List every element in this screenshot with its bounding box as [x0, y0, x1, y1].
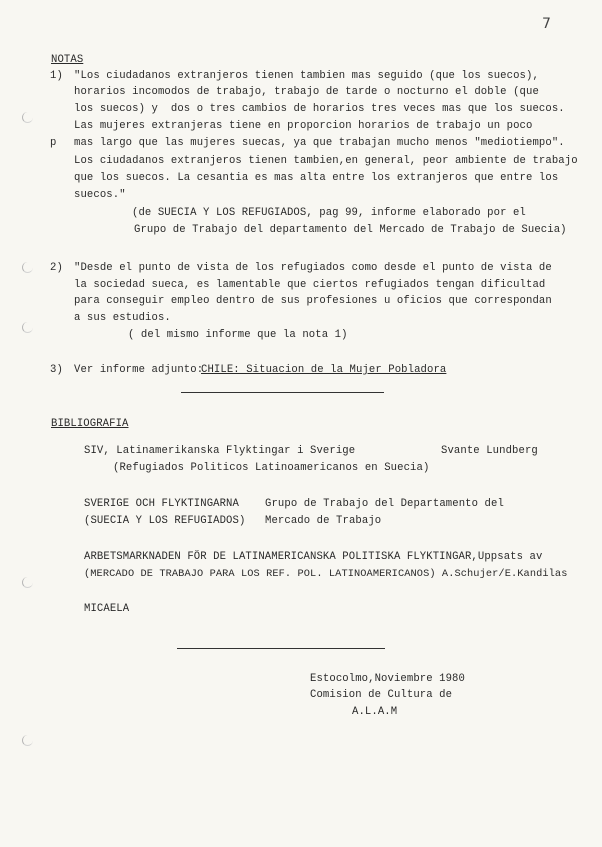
note-2-number: 2)	[50, 262, 63, 274]
note-3-prefix: Ver informe adjunto:	[74, 364, 210, 376]
organization: Comision de Cultura de	[310, 689, 453, 701]
bib-entry-1-author: Svante Lundberg	[441, 445, 538, 457]
place-date: Estocolmo,Noviembre 1980	[310, 673, 465, 685]
bibliography-heading: BIBLIOGRAFIA	[51, 418, 129, 430]
note-1-line: "Los ciudadanos extranjeros tienen tambien mas seguido (que los suecos),	[74, 70, 539, 82]
note-2-source: ( del mismo informe que la nota 1)	[128, 329, 348, 341]
note-1-line: Los ciudadanos extranjeros tienen tambien,en general, peor ambiente de trabajo	[74, 155, 578, 167]
punch-hole	[22, 735, 33, 746]
bib-entry-1-subtitle: (Refugiados Politicos Latinoamericanos en Suecia)	[113, 462, 430, 474]
note-3-number: 3)	[50, 364, 63, 376]
divider-line	[177, 648, 385, 649]
note-1-source: (de SUECIA Y LOS REFUGIADOS, pag 99, informe elaborado por el	[132, 207, 526, 219]
divider-line	[181, 392, 384, 393]
note-1-source: Grupo de Trabajo del departamento del Mercado de Trabajo de Suecia)	[134, 224, 567, 236]
bib-entry-1-title: SIV, Latinamerikanska Flyktingar i Sverige	[84, 445, 356, 457]
note-1-number: 1)	[50, 70, 63, 82]
note-3-link[interactable]: CHILE: Situacion de la Mujer Pobladora	[201, 364, 447, 376]
punch-hole	[22, 262, 33, 273]
note-2-line: "Desde el punto de vista de los refugiados como desde el punto de vista de	[74, 262, 552, 274]
bib-entry-3-line: ARBETSMARKNADEN FÖR DE LATINAMERICANSKA POLITISKA FLYKTINGAR,Uppsats av	[84, 551, 543, 563]
bib-entry-3-line: (MERCADO DE TRABAJO PARA LOS REF. POL. LATINOAMERICANOS) A.Schujer/E.Kandilas	[84, 568, 568, 580]
bib-entry-4: MICAELA	[84, 603, 130, 615]
note-1-line: Las mujeres extranjeras tiene en proporcion horarios de trabajo un poco	[74, 120, 533, 132]
bib-entry-2-author2: Mercado de Trabajo	[265, 515, 382, 527]
note-2-line: para conseguir empleo dentro de sus profesiones u oficios que correspondan	[74, 295, 552, 307]
punch-hole	[22, 577, 33, 588]
note-1-line: suecos."	[74, 189, 126, 201]
note-1-line: los suecos) y dos o tres cambios de horarios tres veces mas que los suecos.	[74, 103, 565, 115]
notes-heading: NOTAS	[51, 54, 84, 66]
note-1-line: mas largo que las mujeres suecas, ya que trabajan mucho menos "mediotiempo".	[74, 137, 565, 149]
note-1-line: horarios incomodos de trabajo, trabajo de tarde o nocturno el doble (que	[74, 86, 539, 98]
punch-hole	[22, 112, 33, 123]
bib-entry-2-subtitle: (SUECIA Y LOS REFUGIADOS)	[84, 515, 246, 527]
bib-entry-2-title: SVERIGE OCH FLYKTINGARNA	[84, 498, 239, 510]
bib-entry-2-author: Grupo de Trabajo del Departamento del	[265, 498, 504, 510]
note-2-line: la sociedad sueca, es lamentable que ciertos refugiados tengan dificultad	[74, 279, 546, 291]
organization-acronym: A.L.A.M	[352, 706, 398, 718]
note-2-line: a sus estudios.	[74, 312, 171, 324]
note-1-line: que los suecos. La cesantia es mas alta entre los extranjeros que entre los	[74, 172, 559, 184]
margin-mark: p	[50, 137, 57, 149]
punch-hole	[22, 322, 33, 333]
page-number: 7	[542, 16, 552, 32]
